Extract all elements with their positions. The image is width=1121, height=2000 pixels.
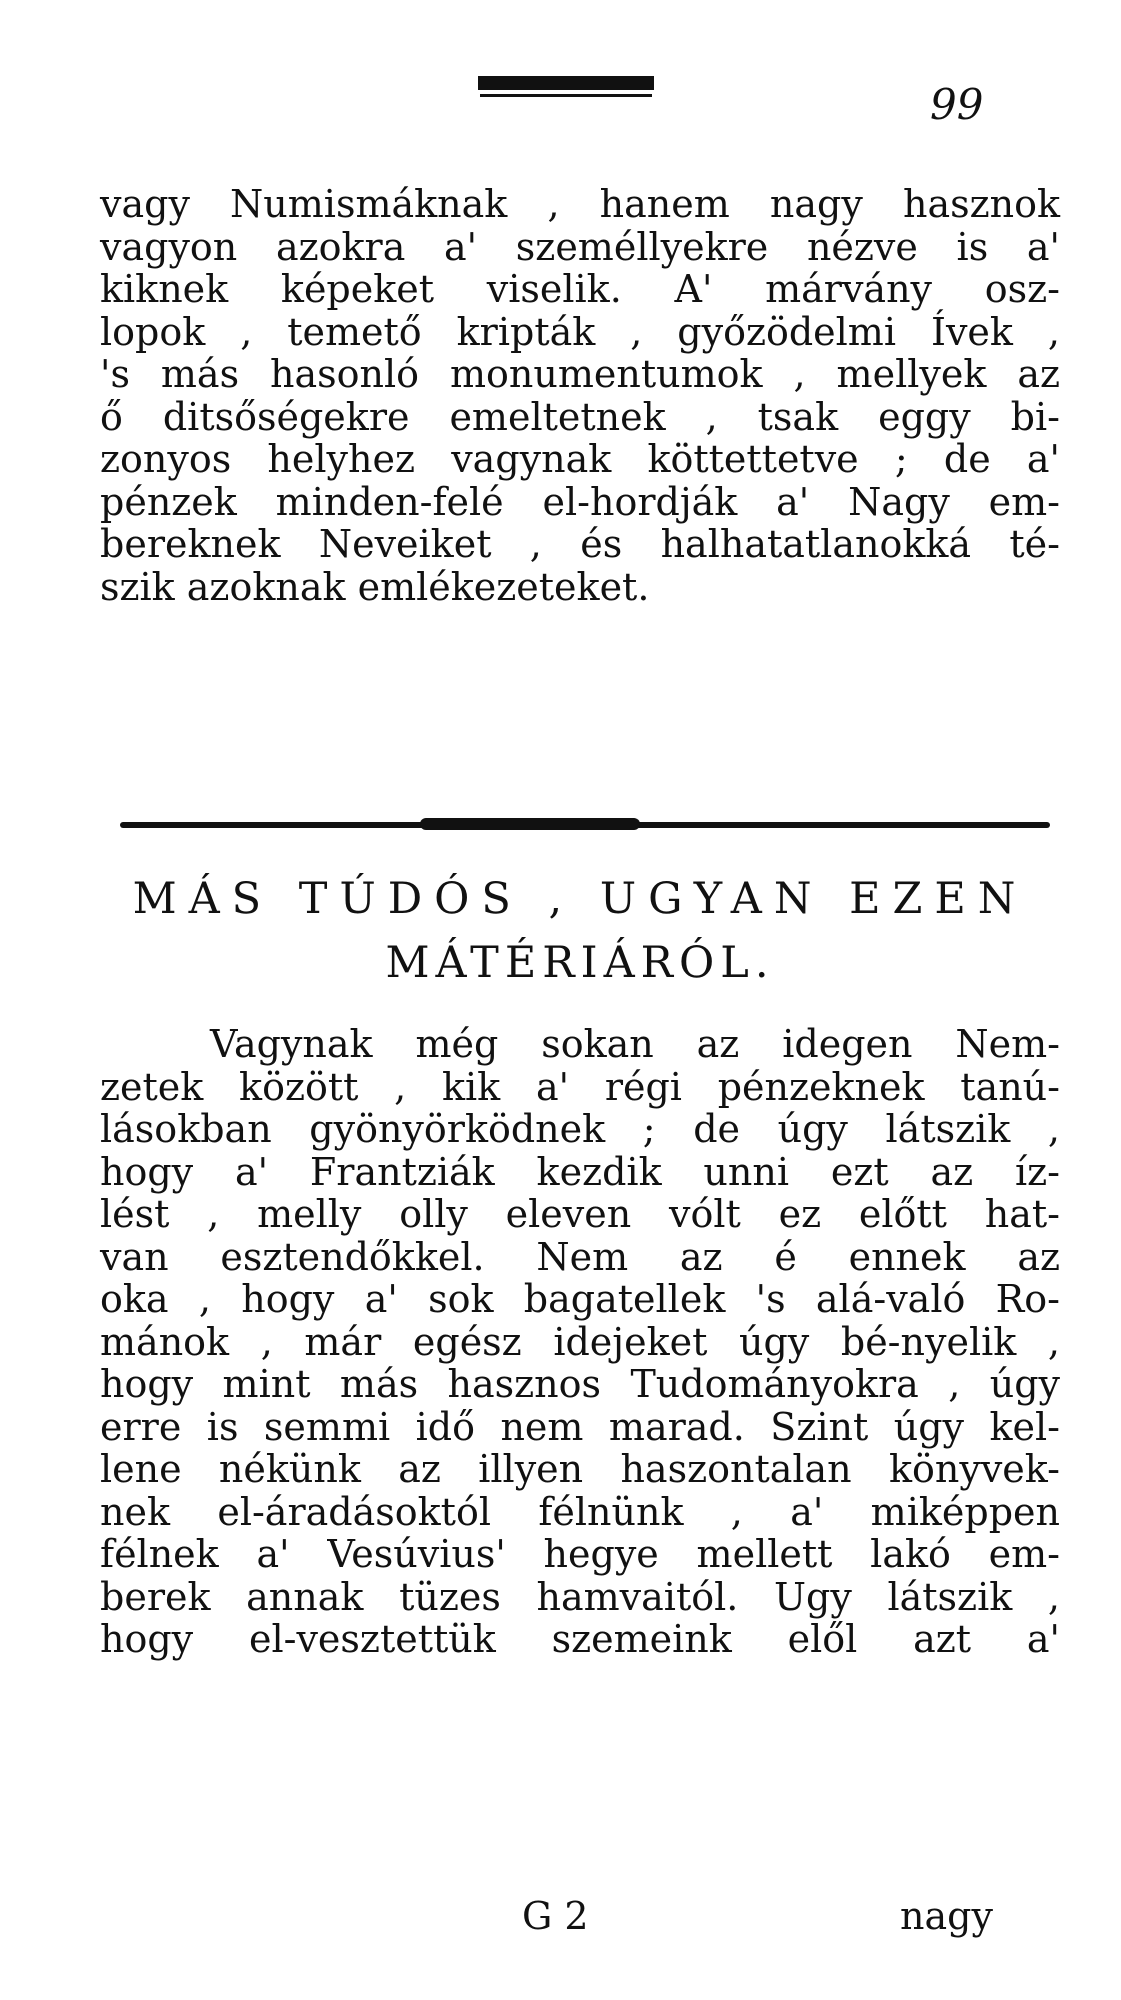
paragraph-1: [100, 183, 1060, 608]
text-line: vagyon azokra a' személlyekre nézve is a': [100, 224, 1060, 269]
text-line: bereknek Neveiket , és halhatatlanokká té-: [100, 522, 1060, 566]
text-line: mánok , már egész idejeket úgy bé-nyelik ,: [100, 1319, 1060, 1364]
section-heading-line-2: MÁTÉRIÁRÓL.: [385, 938, 775, 988]
header-ornament-rule: [478, 76, 654, 90]
text-line: zonyos helyhez vagynak köttettetve ; de a': [100, 437, 1060, 481]
text-line: hogy mint más hasznos Tudományokra , úgy: [100, 1362, 1060, 1406]
text-line: berek annak tüzes hamvaitól. Ugy látszik ,: [100, 1574, 1060, 1619]
text-line: lene nékünk az illyen haszontalan könyvek-: [100, 1447, 1060, 1491]
text-line: 's más hasonló monumentumok , mellyek az: [100, 352, 1060, 396]
text-line: szik azoknak emlékezeteket.: [100, 564, 650, 609]
text-line: lásokban gyönyörködnek ; de úgy látszik ,: [100, 1107, 1060, 1151]
paragraph-2: [100, 1023, 1060, 1661]
text-line: ő ditsőségekre emeltetnek , tsak eggy bi-: [100, 394, 1060, 439]
text-line: vagy Numismáknak , hanem nagy hasznok: [100, 182, 1060, 226]
text-line: hogy a' Frantziák kezdik unni ezt az íz-: [100, 1149, 1060, 1194]
text-line: kiknek képeket viselik. A' márvány osz-: [100, 267, 1060, 311]
catchword: nagy: [900, 1894, 993, 1938]
signature-mark: G 2: [522, 1894, 589, 1938]
text-line: Vagynak még sokan az idegen Nem-: [210, 1022, 1060, 1066]
text-line: lopok , temető kripták , győzödelmi Ívek ,: [100, 309, 1060, 354]
text-line: erre is semmi idő nem marad. Szint úgy kel-: [100, 1404, 1060, 1449]
page-number: 99: [930, 80, 984, 129]
text-line: zetek között , kik a' régi pénzeknek tanú-: [100, 1064, 1060, 1109]
text-line: pénzek minden-felé el-hordják a' Nagy em-: [100, 479, 1060, 524]
text-line: van esztendőkkel. Nem az é ennek az: [100, 1234, 1060, 1279]
text-line: félnek a' Vesúvius' hegye mellett lakó em-: [100, 1532, 1060, 1576]
text-line: oka , hogy a' sok bagatellek 's alá-való Ro-: [100, 1277, 1060, 1321]
section-heading-line-1: MÁS TÚDÓS , UGYAN EZEN: [132, 874, 1028, 924]
text-line: lést , melly olly eleven vólt ez előtt hat-: [100, 1192, 1060, 1236]
text-line: nek el-áradásoktól félnünk , a' miképpen: [100, 1489, 1060, 1534]
text-line: hogy el-vesztettük szemeink elől azt a': [100, 1617, 1060, 1661]
section-divider-rule: [120, 822, 1050, 828]
